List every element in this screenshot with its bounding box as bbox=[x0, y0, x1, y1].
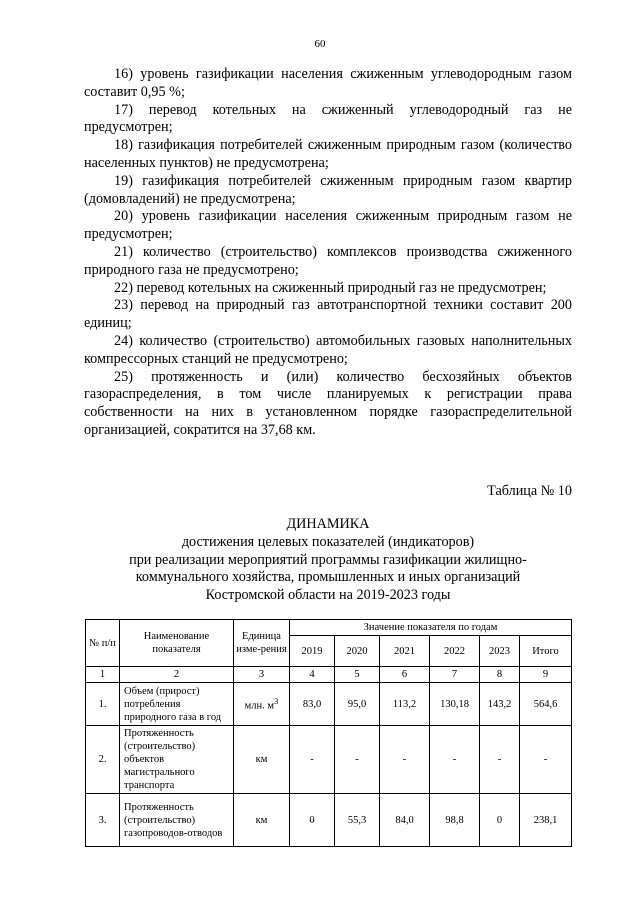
row-unit-superscript: 3 bbox=[274, 696, 279, 707]
indicator-list bbox=[84, 66, 572, 440]
row-value: 0 bbox=[480, 794, 520, 847]
row-value: 143,2 bbox=[480, 683, 520, 726]
header-unit: Единица изме-рения bbox=[234, 620, 290, 667]
column-numbers-row bbox=[86, 667, 572, 683]
row-value: - bbox=[335, 726, 380, 794]
list-item: 16) уровень газификации населения сжиженным углеводородным газом составит 0,95 %; bbox=[84, 66, 572, 100]
row-value: - bbox=[480, 726, 520, 794]
header-year: 2020 bbox=[335, 636, 380, 667]
list-item: 17) перевод котельных на сжиженный углеводородный газ не предусмотрен; bbox=[84, 101, 572, 136]
column-number: 1 bbox=[86, 667, 120, 683]
table-title-line: коммунального хозяйства, промышленных и иных организаций bbox=[135, 569, 521, 586]
row-value: 98,8 bbox=[430, 794, 480, 847]
header-year: 2021 bbox=[380, 636, 430, 667]
row-value: 113,2 bbox=[380, 683, 430, 726]
row-value: 0 bbox=[290, 794, 335, 847]
row-total: 564,6 bbox=[520, 683, 572, 726]
row-unit bbox=[234, 683, 290, 726]
column-number: 4 bbox=[290, 667, 335, 683]
table-title bbox=[84, 516, 572, 605]
header-year: 2019 bbox=[290, 636, 335, 667]
page-number: 60 bbox=[314, 38, 326, 50]
table-row bbox=[86, 726, 572, 794]
list-item: 22) перевод котельных на сжиженный природный газ не предусмотрен; bbox=[114, 279, 547, 296]
table-title-heading: ДИНАМИКА bbox=[286, 516, 370, 532]
table-title-line: при реализации мероприятий программы газификации жилищно- bbox=[129, 551, 527, 568]
indicators-table bbox=[85, 619, 572, 847]
row-value: - bbox=[430, 726, 480, 794]
row-value: 130,18 bbox=[430, 683, 480, 726]
row-name: Протяженность (строительство) объектов магистрального транспорта bbox=[120, 726, 234, 794]
header-total: Итого bbox=[520, 636, 572, 667]
list-item: 24) количество (строительство) автомобильных газовых наполнительных компрессорных станций не предусмотрено; bbox=[84, 332, 572, 367]
row-num: 1. bbox=[86, 683, 120, 726]
header-values-group: Значение показателя по годам bbox=[290, 620, 572, 636]
row-num: 3. bbox=[86, 794, 120, 847]
row-value: 83,0 bbox=[290, 683, 335, 726]
header-year: 2022 bbox=[430, 636, 480, 667]
table-label: Таблица № 10 bbox=[487, 483, 572, 499]
list-item: 18) газификация потребителей сжиженным природным газом (количество населенных пунктов) не предусмотрена; bbox=[84, 137, 572, 171]
table-row bbox=[86, 683, 572, 726]
row-unit: км bbox=[234, 794, 290, 847]
column-number: 8 bbox=[480, 667, 520, 683]
row-name: Протяженность (строительство) газопроводов-отводов bbox=[120, 794, 234, 847]
header-num: № п/п bbox=[86, 620, 120, 667]
row-unit-text: млн. м bbox=[244, 700, 275, 712]
row-num: 2. bbox=[86, 726, 120, 794]
row-value: - bbox=[290, 726, 335, 794]
row-name: Объем (прирост) потребления природного газа в год bbox=[120, 683, 234, 726]
row-value: 95,0 bbox=[335, 683, 380, 726]
table-row bbox=[86, 794, 572, 847]
list-item: 21) количество (строительство) комплексов производства сжиженного природного газа не предусмотрено; bbox=[84, 243, 572, 278]
column-number: 9 bbox=[520, 667, 572, 683]
column-number: 3 bbox=[234, 667, 290, 683]
header-name: Наименование показателя bbox=[120, 620, 234, 667]
table-title-line: достижения целевых показателей (индикаторов) bbox=[181, 533, 475, 550]
row-value: 84,0 bbox=[380, 794, 430, 847]
list-item: 19) газификация потребителей сжиженным природным газом квартир (домовладений) не предусмотрена; bbox=[84, 172, 572, 207]
table-title-line: Костромской области на 2019-2023 годы bbox=[205, 587, 451, 604]
list-item: 25) протяженность и (или) количество бесхозяйных объектов газораспределения, в том числе планируемых к регистрации права собственности на них в установленном порядке газораспределительной организацией, сократится на 37,68 км. bbox=[84, 368, 572, 438]
column-number: 2 bbox=[120, 667, 234, 683]
header-year: 2023 bbox=[480, 636, 520, 667]
row-total: - bbox=[520, 726, 572, 794]
list-item: 20) уровень газификации населения сжиженным природным газом не предусмотрен; bbox=[84, 208, 572, 243]
column-number: 6 bbox=[380, 667, 430, 683]
row-value: - bbox=[380, 726, 430, 794]
column-number: 5 bbox=[335, 667, 380, 683]
list-item: 23) перевод на природный газ автотранспортной техники составит 200 единиц; bbox=[84, 297, 572, 332]
row-unit: км bbox=[234, 726, 290, 794]
row-total: 238,1 bbox=[520, 794, 572, 847]
table-header-row bbox=[86, 620, 572, 636]
column-number: 7 bbox=[430, 667, 480, 683]
row-value: 55,3 bbox=[335, 794, 380, 847]
